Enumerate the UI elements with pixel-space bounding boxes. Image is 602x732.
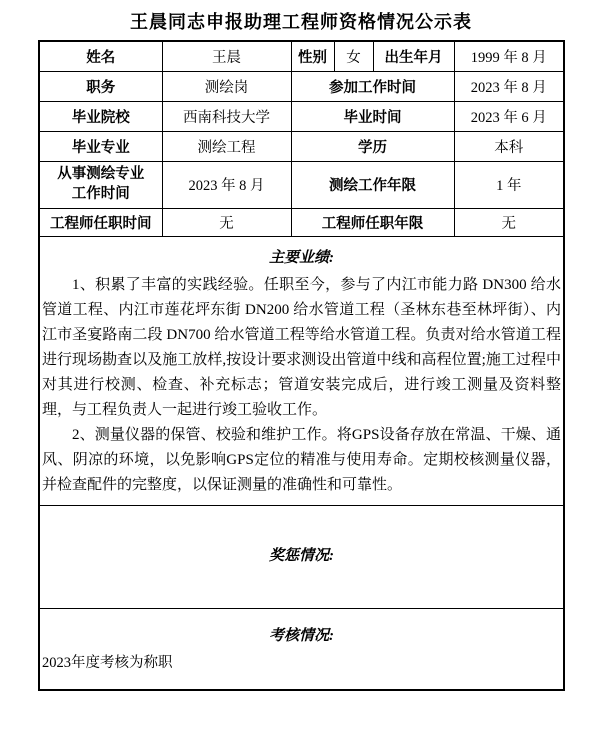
assessment-section <box>39 608 564 690</box>
birth-label-cell: 出生年月 <box>373 41 454 71</box>
school-value-cell: 西南科技大学 <box>162 101 291 131</box>
degree-value-cell: 本科 <box>454 131 564 161</box>
name-label-cell: 姓名 <box>39 41 162 71</box>
rewards-section <box>39 505 564 608</box>
survey-work-label-cell <box>39 161 162 208</box>
work-start-label-cell: 参加工作时间 <box>291 71 454 101</box>
achievements-section <box>39 236 564 505</box>
name-value-cell: 王晨 <box>162 41 291 71</box>
school-label-cell: 毕业院校 <box>39 101 162 131</box>
grad-time-value-cell: 2023 年 6 月 <box>454 101 564 131</box>
engineer-years-label-cell: 工程师任职年限 <box>291 208 454 236</box>
rewards-heading: 奖惩情况: <box>269 548 334 564</box>
engineer-years-value-cell: 无 <box>454 208 564 236</box>
position-value-cell: 测绘岗 <box>162 71 291 101</box>
assessment-heading: 考核情况: <box>269 628 334 644</box>
birth-value-cell: 1999 年 8 月 <box>454 41 564 71</box>
position-label-cell: 职务 <box>39 71 162 101</box>
survey-work-label-line2: 工作时间 <box>71 185 130 202</box>
major-value-cell: 测绘工程 <box>162 131 291 161</box>
major-label-cell: 毕业专业 <box>39 131 162 161</box>
table-row <box>39 101 564 131</box>
grad-time-label-cell: 毕业时间 <box>291 101 454 131</box>
gender-value-cell: 女 <box>334 41 373 71</box>
survey-years-value-cell: 1 年 <box>454 161 564 208</box>
engineer-start-value-cell: 无 <box>162 208 291 236</box>
table-row <box>39 71 564 101</box>
survey-work-value-cell: 2023 年 8 月 <box>162 161 291 208</box>
survey-work-label-line1: 从事测绘专业 <box>57 165 145 182</box>
table-row <box>39 208 564 236</box>
qualification-form-table <box>38 40 565 691</box>
table-row <box>39 236 564 505</box>
achievements-paragraph-2: 2、测量仪器的保管、校验和维护工作。将GPS设备存放在常温、干燥、通风、阴凉的环境，以免影响GPS定位的精准与使用寿命。定期校核测量仪器，并检查配件的完整度，以保证测量的准确性和可靠性。 <box>42 426 561 493</box>
work-start-value-cell: 2023 年 8 月 <box>454 71 564 101</box>
gender-label-cell: 性别 <box>291 41 334 71</box>
assessment-content: 2023年度考核为称职 <box>42 655 173 671</box>
survey-years-label-cell: 测绘工作年限 <box>291 161 454 208</box>
table-row <box>39 41 564 71</box>
table-row <box>39 161 564 208</box>
table-row <box>39 608 564 690</box>
engineer-start-label-cell: 工程师任职时间 <box>39 208 162 236</box>
table-row <box>39 505 564 608</box>
degree-label-cell: 学历 <box>291 131 454 161</box>
page-title: 王晨同志申报助理工程师资格情况公示表 <box>130 12 472 32</box>
achievements-heading: 主要业绩: <box>269 249 334 266</box>
achievements-paragraph-1: 1、积累了丰富的实践经验。任职至今，参与了内江市能力路 DN300 给水管道工程、内江市莲花坪东街 DN200 给水管道工程（圣林东巷至林坪街）、内江市圣宴路南二段 DN700 给水管道工程等给水管道工程。负责对给水管道工程进行现场勘查以及施工放样,按设计要求测设出管道中线和高程位置;施工过程中对其进行校测、检查、补充标志；管道安装完成后，进行竣工测量及资料整理，与工程负责人一起进行竣工验收工作。 <box>42 276 561 418</box>
table-row <box>39 131 564 161</box>
